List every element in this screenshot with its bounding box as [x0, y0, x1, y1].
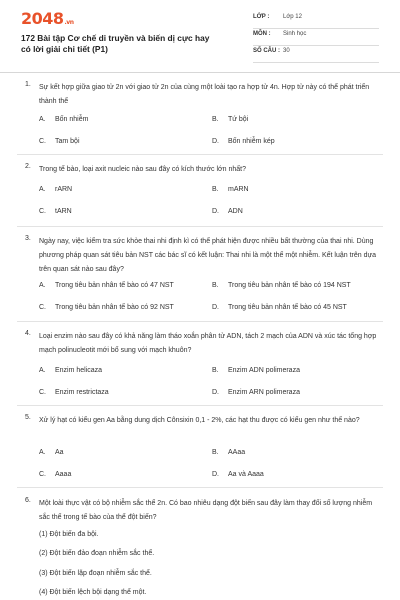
- option-letter: B.: [212, 367, 219, 374]
- question-number: 2.: [25, 163, 31, 170]
- statement-1: (1) Đột biến đa bội.: [39, 531, 99, 538]
- option-letter: A.: [39, 186, 46, 193]
- question-number: 4.: [25, 330, 31, 337]
- meta-label: SỐ CÂU :: [253, 48, 280, 54]
- question-text: Ngày nay, việc kiểm tra sức khỏe thai nhi định kì có thể phát hiện được nhiều bất thường của thai nhi. Dùng phương pháp quan sát tiêu bản NST các bác sĩ có kết luận: Thai nhi là một thể một nhiễm. Kết luận trên dựa trên quan sát nào sau đây?: [39, 238, 377, 273]
- question-text: Sự kết hợp giữa giao tử 2n với giao tử 2n của cùng một loài tạo ra hợp tử 4n. Hợp tử này có thể phát triển thành thể: [39, 84, 370, 105]
- option-text: Enzim restrictaza: [55, 389, 109, 396]
- option-letter: A.: [39, 367, 46, 374]
- option-text: Tứ bội: [228, 116, 249, 123]
- option-letter: D.: [212, 389, 219, 396]
- question-number: 1.: [25, 81, 31, 88]
- worksheet-header: [0, 0, 400, 73]
- option-text: Trong tiêu bản nhân tế bào có 194 NST: [228, 282, 351, 289]
- option-text: Enzim ADN polimeraza: [228, 367, 300, 374]
- option-text: rARN: [55, 186, 73, 193]
- option-text: Aa và Aaaa: [228, 471, 264, 478]
- question-text: Trong tế bào, loại axit nucleic nào sau đây có kích thước lớn nhất?: [39, 166, 247, 173]
- question-divider: [17, 405, 383, 406]
- question-text: Loại enzim nào sau đây có khả năng làm tháo xoắn phân tử ADN, tách 2 mạch của ADN và xúc tác tổng hợp mạch polinucleotit mới bổ sung với mạch khuôn?: [39, 333, 377, 354]
- meta-info: [253, 12, 379, 63]
- option-letter: A.: [39, 282, 46, 289]
- option-letter: C.: [39, 138, 46, 145]
- meta-value: Sinh học: [283, 31, 307, 37]
- option-text: Aa: [55, 449, 64, 456]
- option-text: Tam bội: [55, 138, 80, 145]
- option-letter: D.: [212, 208, 219, 215]
- statement-4: (4) Đột biến lệch bội dạng thể một.: [39, 589, 147, 596]
- option-letter: D.: [212, 471, 219, 478]
- meta-value: Lớp 12: [283, 14, 302, 20]
- option-text: ADN: [228, 208, 243, 215]
- statement-3: (3) Đột biến lặp đoạn nhiễm sắc thể.: [39, 570, 152, 577]
- question-text: Xử lý hạt có kiểu gen Aa bằng dung dịch Cônsixin 0,1 - 2%, các hạt thu được có kiểu gen như thế nào?: [39, 417, 360, 424]
- meta-row-class: [253, 12, 379, 29]
- meta-value: 30: [283, 48, 290, 54]
- option-text: mARN: [228, 186, 249, 193]
- option-letter: C.: [39, 208, 46, 215]
- option-letter: A.: [39, 449, 46, 456]
- option-text: Bốn nhiễm: [55, 116, 89, 123]
- option-text: AAaa: [228, 449, 246, 456]
- option-letter: D.: [212, 304, 219, 311]
- question-divider: [17, 154, 383, 155]
- option-letter: D.: [212, 138, 219, 145]
- option-letter: B.: [212, 116, 219, 123]
- option-letter: B.: [212, 449, 219, 456]
- question-number: 5.: [25, 414, 31, 421]
- option-letter: A.: [39, 116, 46, 123]
- meta-row-subject: [253, 29, 379, 46]
- option-text: Trong tiêu bản nhân tế bào có 45 NST: [228, 304, 347, 311]
- option-text: Enzim ARN polimeraza: [228, 389, 300, 396]
- option-letter: C.: [39, 471, 46, 478]
- statement-2: (2) Đột biến đảo đoạn nhiễm sắc thể.: [39, 550, 155, 557]
- option-text: tARN: [55, 208, 72, 215]
- logo-text: 2048: [21, 9, 64, 28]
- question-number: 6.: [25, 497, 31, 504]
- option-text: Aaaa: [55, 471, 72, 478]
- document-title: 172 Bài tập Cơ chế di truyền và biến dị cực hay có lời giải chi tiết (P1): [21, 33, 210, 54]
- option-letter: B.: [212, 186, 219, 193]
- option-text: Trong tiêu bản nhân tế bào có 47 NST: [55, 282, 174, 289]
- option-letter: C.: [39, 304, 46, 311]
- site-logo[interactable]: [21, 9, 74, 28]
- meta-label: MÔN :: [253, 31, 271, 37]
- meta-label: LỚP :: [253, 14, 270, 20]
- option-letter: B.: [212, 282, 219, 289]
- option-text: Enzim helicaza: [55, 367, 103, 374]
- question-divider: [17, 226, 383, 227]
- logo-suffix: .vn: [64, 19, 74, 26]
- question-divider: [17, 321, 383, 322]
- option-letter: C.: [39, 389, 46, 396]
- question-text: Một loài thực vật có bộ nhiễm sắc thể 2n. Có bao nhiêu dạng đột biến sau đây làm thay đổi số lượng nhiễm sắc thể trong tế bào của thể đột biến?: [39, 500, 373, 521]
- option-text: Trong tiêu bản nhân tế bào có 92 NST: [55, 304, 174, 311]
- question-number: 3.: [25, 235, 31, 242]
- option-text: Bốn nhiễm kép: [228, 138, 275, 145]
- question-divider: [17, 487, 383, 488]
- meta-row-count: [253, 46, 379, 63]
